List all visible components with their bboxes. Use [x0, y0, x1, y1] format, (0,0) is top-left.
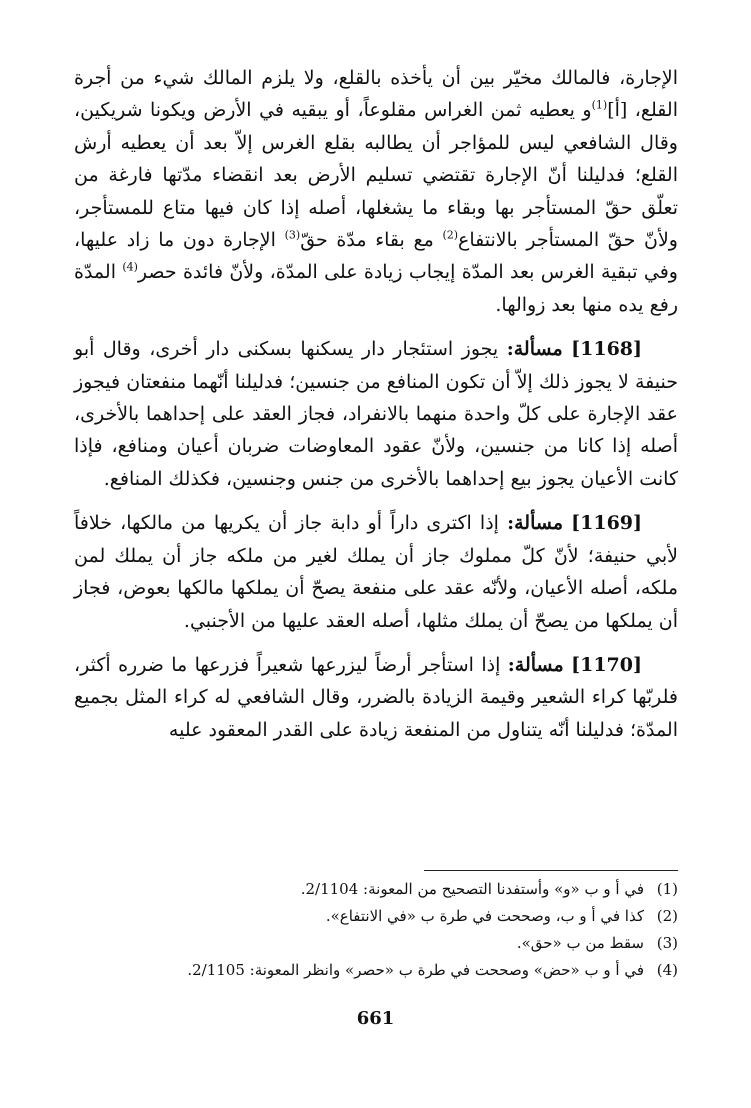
- footnote-ref[interactable]: (1): [591, 99, 608, 113]
- masala-number: [1170]: [571, 653, 642, 676]
- masala-label: مسألة:: [507, 512, 563, 535]
- footnote-item: [74, 876, 678, 903]
- footnote-text: سقط من ب «حق».: [516, 934, 644, 952]
- footnote-item: [74, 957, 678, 984]
- masala-text: إذا اكترى داراً أو دابة جاز أن يكريها من مالكها، خلافاً لأبي حنيفة؛ لأنّ كلّ مملوك جاز أن يملك لغير من ملكه جاز أن يملك لمن ملكه، أصله الأعيان، ولأنّه عقد على منفعة يصحّ أن يملكها مالكها بعوض، فجاز أن يملكها من يصحّ أن يملك مثلها، أصله العقد عليها من الأجنبي.: [74, 512, 678, 632]
- masala-1169: [74, 507, 678, 637]
- text-run: مع بقاء مدّة حقّ: [300, 229, 443, 252]
- footnote-number: (1): [656, 880, 678, 898]
- masala-number: [1168]: [571, 338, 643, 361]
- footnote-ref[interactable]: (4): [122, 261, 138, 275]
- footnote-number: (3): [656, 934, 678, 952]
- main-text: [74, 62, 678, 746]
- footnote-text: كذا في أ و ب، وصححت في طرة ب «في الانتفاع».: [325, 907, 644, 925]
- footnote-number: (2): [656, 907, 678, 925]
- page-number: 661: [356, 1008, 395, 1029]
- text-run: و يعطيه ثمن الغراس مقلوعاً، أو يبقيه في الأرض ويكونا شريكين، وقال الشافعي ليس للمؤاجر أن يطالبه بقلع الغرس إلاّ بعد أن يعطيه أرش القلع؛ فدليلنا أنّ الإجارة تقتضي تسليم الأرض بعد انقضاء مدّتها فارغة من تعلّق حقّ المستأجر بها وبقاء ما يشغلها، أصله إذا كان فيها متاع للمستأجر، ولأنّ حقّ المستأجر بالانتفاع: [74, 99, 678, 252]
- paragraph-continuation: [74, 62, 678, 321]
- masala-label: مسألة:: [507, 653, 564, 676]
- masala-1168: [74, 333, 678, 495]
- footnote-item: [74, 903, 678, 930]
- masala-text: إذا استأجر أرضاً ليزرعها شعيراً فزرعها ما ضرره أكثر، فلربّها كراء الشعير وقيمة الزيادة بالضرر، وقال الشافعي له كراء المثل بجميع المدّة؛ فدليلنا أنّه يتناول من المنفعة زيادة على القدر المعقود عليه: [74, 653, 678, 741]
- masala-text: يجوز استئجار دار يسكنها بسكنى دار أخرى، وقال أبو حنيفة لا يجوز ذلك إلاّ أن تكون المنافع من جنسين؛ فدليلنا أنّهما منفعتان فيجوز عقد الإجارة على كلّ واحدة منهما بالانفراد، فجاز العقد على إحداهما بالأخرى، أصله إذا كانا من جنسين، ولأنّ عقود المعاوضات ضربان أعيان ومنافع، فإذا كانت الأعيان يجوز بيع إحداهما بالأخرى من جنس وجنسين، فكذلك المنافع.: [74, 338, 678, 490]
- masala-1170: [74, 649, 678, 746]
- footnote-ref[interactable]: (3): [284, 228, 301, 242]
- footnote-number: (4): [656, 961, 678, 979]
- text-run: المدّة رفع يده منها بعد زوالها.: [74, 261, 678, 316]
- footnote-divider: [424, 870, 678, 871]
- footnote-text: في أ و ب «و» وأستفدنا التصحيح من المعونة: 2/1104.: [300, 880, 644, 898]
- footnote-item: [74, 930, 678, 957]
- footnote-ref[interactable]: (2): [442, 228, 459, 242]
- masala-number: [1169]: [571, 512, 643, 535]
- footnote-text: في أ و ب «حض» وصححت في طرة ب «حصر» وانظر المعونة: 2/1105.: [187, 961, 644, 979]
- footnotes: [74, 876, 678, 984]
- text-run: الإجارة، فالمالك مخيّر بين أن يأخذه بالقلع، ولا يلزم المالك شيء من أجرة القلع، [أ]: [74, 67, 678, 122]
- text-run: الإجارة دون ما زاد عليها، وفي تبقية الغرس بعد المدّة إيجاب زيادة على المدّة، ولأنّ فائدة حصر: [74, 229, 678, 284]
- masala-label: مسألة:: [506, 338, 563, 361]
